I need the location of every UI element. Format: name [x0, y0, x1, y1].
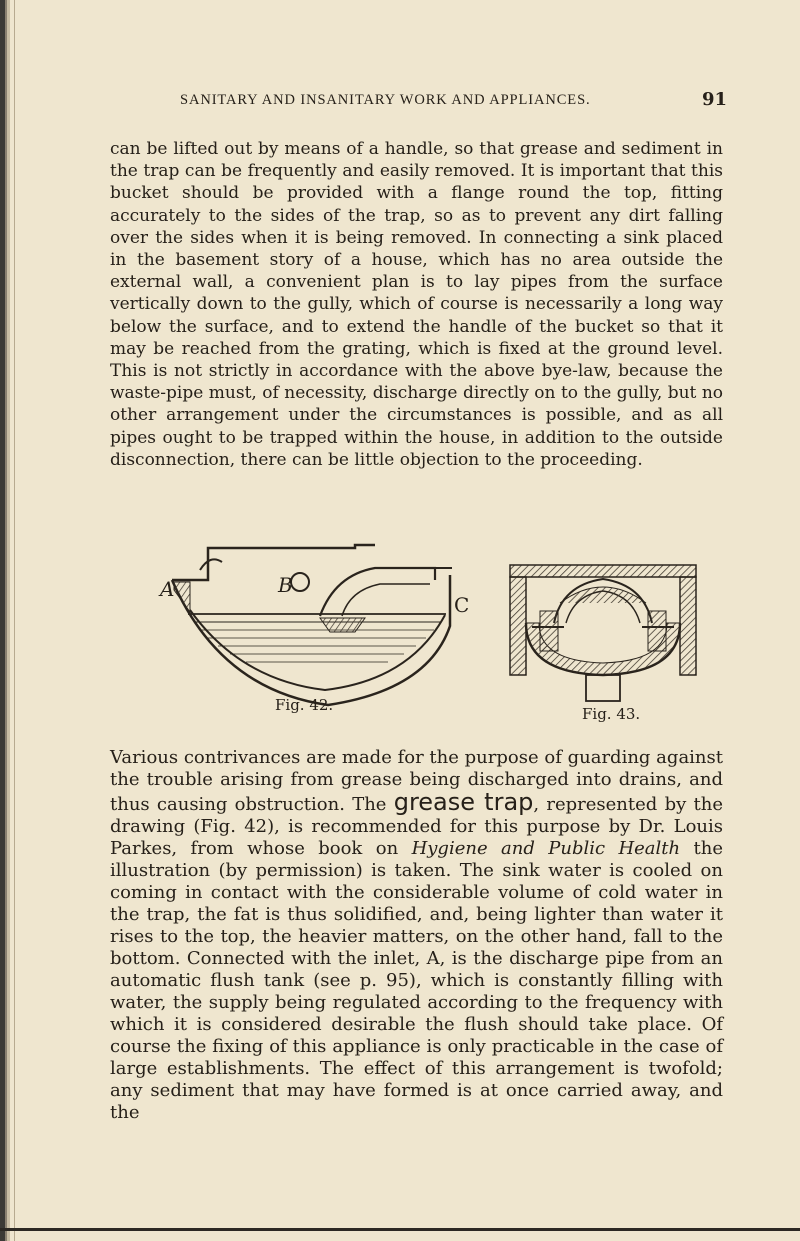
grease-trap-term: grease trap: [393, 788, 534, 816]
paragraph-2-part-1: Various contrivances are made for the purpose of guarding against the trouble arising from grease being discharged into drains, and thus causing obstruction. The: [110, 747, 723, 815]
figure-42-label-a: A: [160, 577, 175, 601]
paragraph-2-part-3: the illustration (by permission) is taken. The sink water is cooled on coming in contact with the considerable volume of cold water in the trap, the fat is thus solidified, and, being lighter than water it rises to the top, the heavier matters, on the other hand, fall to the bottom. Connected with the inlet, A, is the discharge pipe from an automatic flush tank (see p. 95), which is constantly filling with water, the supply being regulated according to the frequency with which it is considered desirable the flush should take place. Of course the fixing of this appliance is only practicable in the case of large establishments. The effect of this arrangement is twofold; any sediment that may have formed is at once carried away, and the: [110, 838, 723, 1123]
figure-42-grease-trap-drawing: [160, 540, 490, 715]
margin-rule: [14, 0, 15, 1241]
book-title: Hygiene and Public Health: [411, 838, 681, 859]
figure-43-trap-section-drawing: [502, 563, 800, 713]
page-number: 91: [702, 89, 728, 110]
figure-43-caption: Fig. 43.: [582, 705, 641, 723]
paragraph-1: can be lifted out by means of a handle, so that grease and sediment in the trap can be frequently and easily removed. It is important that this bucket should be provided with a flange round the top, fitting accurately to the sides of the trap, so as to prevent any dirt falling over the sides when it is being removed. In connecting a sink placed in the basement story of a house, which has no area outside the external wall, a convenient plan is to lay pipes from the surface vertically down to the gully, which of course is necessarily a long way below the surface, and to extend the handle of the bucket so that it may be reached from the grating, which is fixed at the ground level. This is not strictly in accordance with the above bye-law, because the waste-pipe must, of necessity, discharge directly on to the gully, but no other arrangement under the circumstances is possible, and as all pipes ought to be trapped within the house, in addition to the outside disconnection, there can be little objection to the proceeding.: [110, 139, 723, 470]
bottom-page-edge: [0, 1228, 800, 1231]
book-binding-edge: [0, 0, 10, 1241]
running-header: SANITARY AND INSANITARY WORK AND APPLIANCES.: [180, 92, 591, 108]
paragraph-2-part-2: , represented by the drawing (Fig. 42), is recommended for this purpose by Dr. Louis Parkes, from whose book on: [110, 794, 723, 859]
figure-42-caption: Fig. 42.: [275, 696, 334, 714]
figure-42-label-c: C: [454, 593, 470, 617]
paragraph-2: [110, 747, 723, 1124]
figure-42-label-b: B: [278, 573, 293, 597]
